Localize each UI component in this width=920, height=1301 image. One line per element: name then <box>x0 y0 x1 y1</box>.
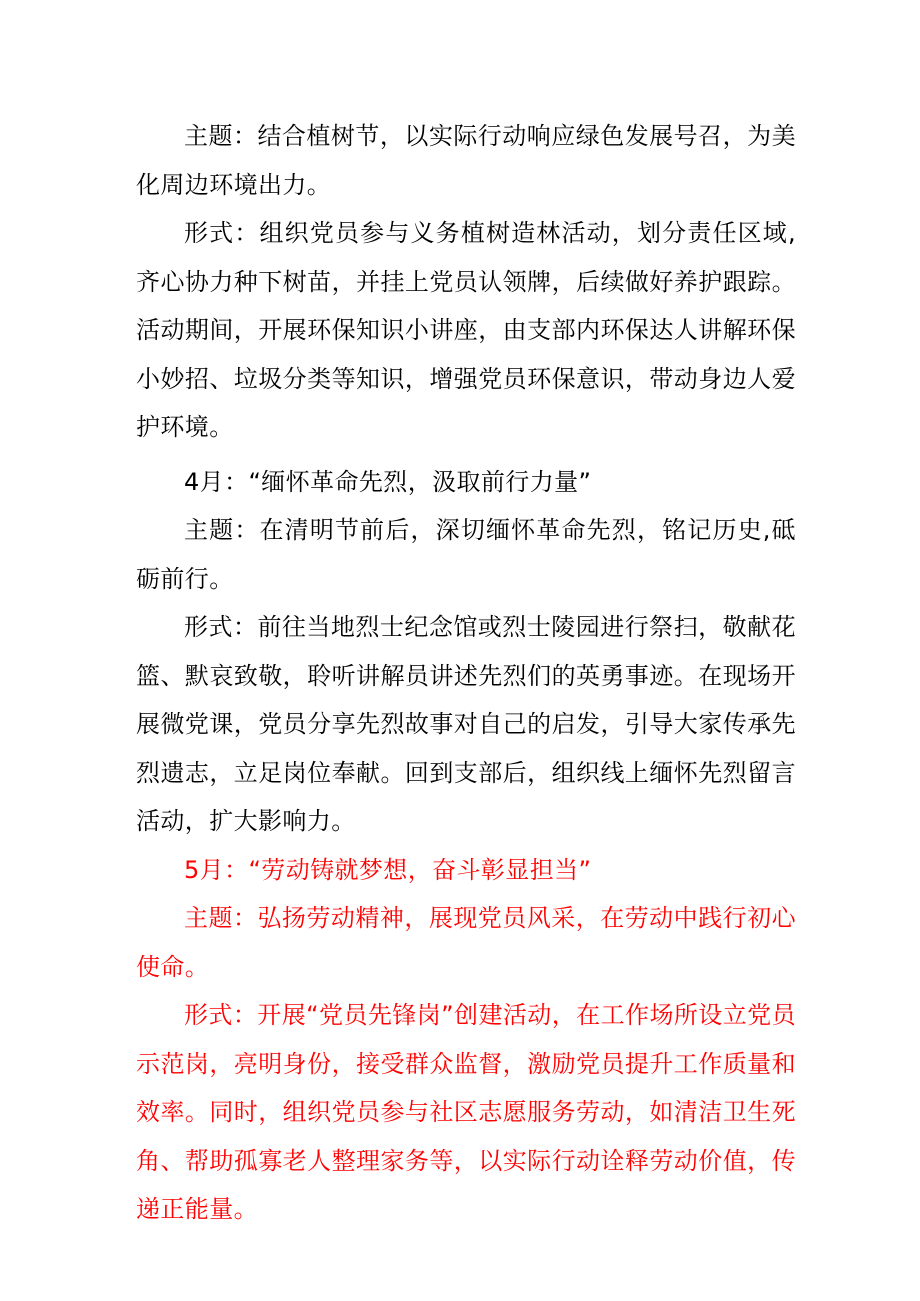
may-theme-paragraph: 主题：弘扬劳动精神，展现党员风采，在劳动中践行初心使命。 <box>136 904 796 981</box>
april-heading: 4月：“缅怀革命先烈，汲取前行力量” <box>184 467 592 496</box>
document-body <box>136 112 796 1234</box>
april-format-paragraph: 形式：前往当地烈士纪念馆或烈士陵园进行祭扫，敬献花篮、默哀致敬，聆听讲解员讲述先烈们的英勇事迹。在现场开展微党课，党员分享先烈故事对自己的启发，引导大家传承先烈遗志，立足岗位奉献。回到支部后，组织线上缅怀先烈留言活动，扩大影响力。 <box>136 613 796 835</box>
april-theme-paragraph: 主题：在清明节前后，深切缅怀革命先烈，铭记历史,砥砺前行。 <box>136 516 796 593</box>
march-theme-paragraph: 主题：结合植树节，以实际行动响应绿色发展号召，为美化周边环境出力。 <box>136 122 796 199</box>
march-format-paragraph: 形式：组织党员参与义务植树造林活动，划分责任区域,齐心协力种下树苗，并挂上党员认领牌，后续做好养护跟踪。活动期间，开展环保知识小讲座，由支部内环保达人讲解环保小妙招、垃圾分类等知识，增强党员环保意识，带动身边人爱护环境。 <box>136 219 796 441</box>
may-heading: 5月：“劳动铸就梦想，奋斗彰显担当” <box>184 855 592 884</box>
may-format-paragraph: 形式：开展“党员先锋岗”创建活动，在工作场所设立党员示范岗，亮明身份，接受群众监督，激励党员提升工作质量和效率。同时，组织党员参与社区志愿服务劳动，如清洁卫生死角、帮助孤寡老人整理家务等，以实际行动诠释劳动价值，传递正能量。 <box>136 1001 796 1223</box>
